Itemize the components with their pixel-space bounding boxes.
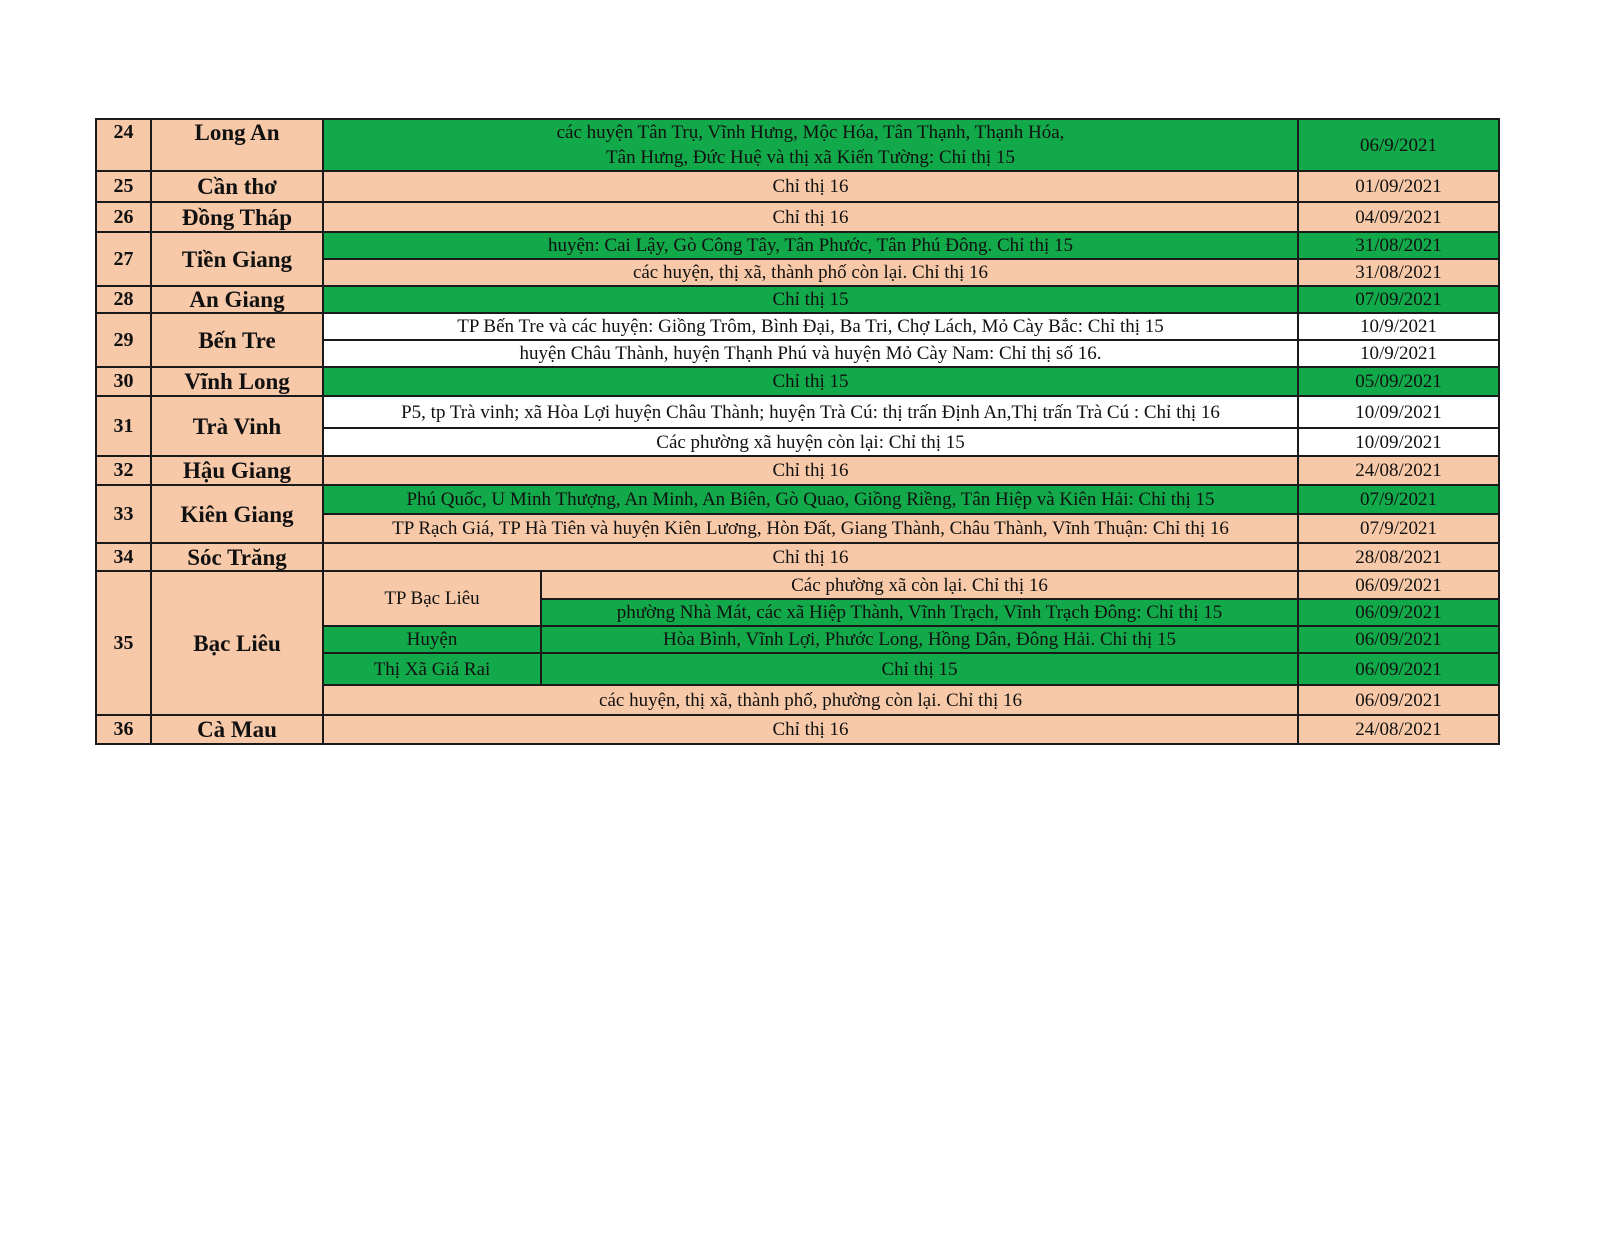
area-cell: Chỉ thị 16 <box>323 543 1298 571</box>
area-cell: các huyện, thị xã, thành phố, phường còn lại. Chỉ thị 16 <box>323 685 1298 715</box>
area-cell: Chỉ thị 15 <box>541 653 1298 685</box>
area-cell: Các phường xã huyện còn lại: Chỉ thị 15 <box>323 428 1298 456</box>
province-name: Đồng Tháp <box>151 202 323 232</box>
table-row <box>96 396 1499 428</box>
row-number: 33 <box>96 485 151 543</box>
province-name: Bạc Liêu <box>151 571 323 715</box>
date-cell: 06/09/2021 <box>1298 599 1499 626</box>
date-cell: 24/08/2021 <box>1298 456 1499 485</box>
date-cell: 06/09/2021 <box>1298 626 1499 653</box>
row-number: 26 <box>96 202 151 232</box>
area-cell <box>323 119 1298 171</box>
row-number: 36 <box>96 715 151 744</box>
date-cell: 04/09/2021 <box>1298 202 1499 232</box>
area-cell: Chỉ thị 15 <box>323 367 1298 396</box>
province-name: Trà Vinh <box>151 396 323 456</box>
date-cell: 06/09/2021 <box>1298 571 1499 599</box>
date-cell: 07/9/2021 <box>1298 514 1499 543</box>
row-number: 24 <box>96 119 151 171</box>
table-row <box>96 202 1499 232</box>
row-number: 30 <box>96 367 151 396</box>
date-cell: 31/08/2021 <box>1298 259 1499 286</box>
table-row <box>96 313 1499 340</box>
date-cell: 28/08/2021 <box>1298 543 1499 571</box>
table-row <box>96 119 1499 171</box>
area-cell: Các phường xã còn lại. Chỉ thị 16 <box>541 571 1298 599</box>
row-number: 27 <box>96 232 151 286</box>
area-cell: phường Nhà Mát, các xã Hiệp Thành, Vĩnh Trạch, Vĩnh Trạch Đông: Chỉ thị 15 <box>541 599 1298 626</box>
area-text-line-2: Tân Hưng, Đức Huệ và thị xã Kiến Tường: Chỉ thị 15 <box>606 147 1015 168</box>
province-name: Hậu Giang <box>151 456 323 485</box>
table-row <box>96 456 1499 485</box>
area-text-line-1: các huyện Tân Trụ, Vĩnh Hưng, Mộc Hóa, Tân Thạnh, Thạnh Hóa, <box>556 122 1065 143</box>
date-cell: 05/09/2021 <box>1298 367 1499 396</box>
date-cell: 06/09/2021 <box>1298 653 1499 685</box>
area-cell: P5, tp Trà vinh; xã Hòa Lợi huyện Châu Thành; huyện Trà Cú: thị trấn Định An,Thị trấn Trà Cú : Chỉ thị 16 <box>323 396 1298 428</box>
area-cell: huyện: Cai Lậy, Gò Công Tây, Tân Phước, Tân Phú Đông. Chỉ thị 15 <box>323 232 1298 259</box>
area-cell: TP Rạch Giá, TP Hà Tiên và huyện Kiên Lương, Hòn Đất, Giang Thành, Châu Thành, Vĩnh Thuận: Chỉ thị 16 <box>323 514 1298 543</box>
row-number: 31 <box>96 396 151 456</box>
province-name: Long An <box>151 119 323 171</box>
province-name: Vĩnh Long <box>151 367 323 396</box>
table-row <box>96 543 1499 571</box>
row-number: 28 <box>96 286 151 313</box>
date-cell: 07/09/2021 <box>1298 286 1499 313</box>
area-cell: Chỉ thị 16 <box>323 715 1298 744</box>
provinces-table <box>95 118 1500 745</box>
area-cell: Chỉ thị 16 <box>323 456 1298 485</box>
area-cell: Chỉ thị 16 <box>323 202 1298 232</box>
sub-area-label: Huyện <box>323 626 541 653</box>
date-cell: 06/09/2021 <box>1298 685 1499 715</box>
date-cell: 10/9/2021 <box>1298 340 1499 367</box>
row-number: 35 <box>96 571 151 715</box>
date-cell: 10/09/2021 <box>1298 396 1499 428</box>
date-cell: 10/9/2021 <box>1298 313 1499 340</box>
table-row <box>96 571 1499 599</box>
row-number: 32 <box>96 456 151 485</box>
area-cell: huyện Châu Thành, huyện Thạnh Phú và huyện Mỏ Cày Nam: Chỉ thị số 16. <box>323 340 1298 367</box>
row-number: 25 <box>96 171 151 202</box>
province-name: An Giang <box>151 286 323 313</box>
date-cell: 31/08/2021 <box>1298 232 1499 259</box>
table-row <box>96 286 1499 313</box>
date-cell: 07/9/2021 <box>1298 485 1499 514</box>
row-number: 34 <box>96 543 151 571</box>
row-number: 29 <box>96 313 151 367</box>
table-row <box>96 485 1499 514</box>
area-cell: các huyện, thị xã, thành phố còn lại. Chỉ thị 16 <box>323 259 1298 286</box>
date-cell: 06/9/2021 <box>1298 119 1499 171</box>
area-cell: TP Bến Tre và các huyện: Giồng Trôm, Bình Đại, Ba Tri, Chợ Lách, Mỏ Cày Bắc: Chỉ thị 15 <box>323 313 1298 340</box>
province-name: Cà Mau <box>151 715 323 744</box>
province-name: Tiền Giang <box>151 232 323 286</box>
sub-area-label: Thị Xã Giá Rai <box>323 653 541 685</box>
date-cell: 10/09/2021 <box>1298 428 1499 456</box>
province-name: Sóc Trăng <box>151 543 323 571</box>
province-name: Cần thơ <box>151 171 323 202</box>
date-cell: 24/08/2021 <box>1298 715 1499 744</box>
area-cell: Hòa Bình, Vĩnh Lợi, Phước Long, Hồng Dân, Đông Hải. Chỉ thị 15 <box>541 626 1298 653</box>
province-name: Bến Tre <box>151 313 323 367</box>
table-row <box>96 171 1499 202</box>
province-name: Kiên Giang <box>151 485 323 543</box>
sub-area-label: TP Bạc Liêu <box>323 571 541 626</box>
area-cell: Phú Quốc, U Minh Thượng, An Minh, An Biên, Gò Quao, Giồng Riềng, Tân Hiệp và Kiên Hải: Chỉ thị 15 <box>323 485 1298 514</box>
table-row <box>96 367 1499 396</box>
date-cell: 01/09/2021 <box>1298 171 1499 202</box>
table-row <box>96 715 1499 744</box>
area-cell: Chỉ thị 16 <box>323 171 1298 202</box>
table-row <box>96 232 1499 259</box>
area-cell: Chỉ thị 15 <box>323 286 1298 313</box>
